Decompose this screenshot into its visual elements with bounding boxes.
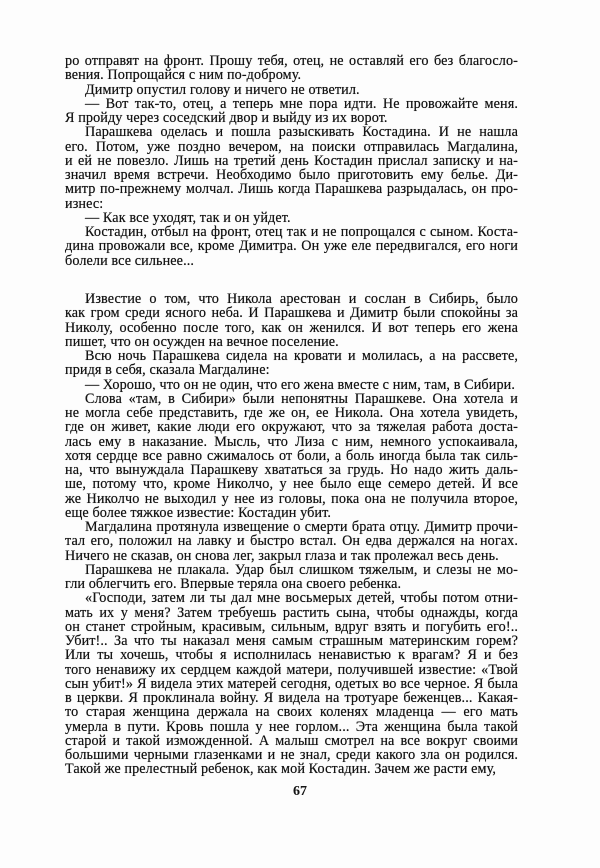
page-number: 67 (293, 784, 307, 799)
text-line: в церкви. Я проклинала войну. Я видела на тротуаре беженцев... Какая- (65, 690, 518, 706)
text-line: изнес: (65, 195, 104, 212)
text-line: дина провожали все, кроме Димитра. Он уже еле передвигался, его ноги (65, 238, 518, 255)
text-line: же Николчо не выходил у нее из головы, пока она не получила второе, (65, 490, 518, 507)
text-section-2 (65, 292, 518, 777)
text-line: придя в себя, сказала Магдалине: (65, 362, 270, 379)
text-line: — Хорошо, что он не один, что его жена вместе с ним, там, в Сибири. (85, 376, 515, 393)
text-line: сын убит!» Я видела этих матерей сегодня, одетых во все черное. Я была (65, 675, 518, 692)
text-line: как гром среди ясного неба. И Парашкева и Димитр были спокойны за (65, 305, 518, 322)
text-line: то старая женщина держала на своих коленях младенца — его мать (65, 704, 518, 721)
text-line: митр по-прежнему молчал. Лишь когда Парашкева разрыдалась, он про- (65, 181, 518, 198)
text-line: лась ему в наказание. Мысль, что Лиза с ним, немного успокаивала, (65, 433, 518, 450)
text-line: Убит!.. За что ты наказал меня самым страшным материнским горем? (65, 633, 518, 649)
text-line: он станет стройным, красивым, сильным, вдруг взять и погубить его!.. (65, 618, 518, 635)
text-line: старой и такой изможденной. А малыш смотрел на все вокруг своими (65, 732, 518, 749)
text-line: Известие о том, что Никола арестован и сослан в Сибирь, было (85, 291, 518, 307)
text-line: Парашкева оделась и пошла разыскивать Костадина. И не нашла (85, 124, 518, 141)
text-line: Николу, особенно после того, как он женился. И вот теперь его жена (65, 319, 518, 336)
text-line: Я пройду через соседский двор и выйду из их ворот. (65, 110, 388, 126)
text-line: мать их у меня? Затем требуешь растить сына, чтобы однажды, когда (65, 604, 518, 621)
text-line: того ненавижу их сердцем каждой матери, получившей известие: «Твой (65, 661, 518, 678)
text-line: умерла в пути. Кровь пошла у нее горлом... Эта женщина была такой (65, 718, 518, 735)
text-line: ше, потому что, кроме Николчо, у нее было еще семеро детей. И все (65, 476, 518, 493)
text-line: Ничего не сказав, он снова лег, закрыл глаза и так пролежал весь день. (65, 547, 499, 564)
text-section-1 (65, 54, 518, 268)
text-line: где он живет, какие люди его окружают, что за тяжелая работа доста- (65, 419, 518, 436)
text-line: Парашкева не плакала. Удар был слишком тяжелым, и слезы не мо- (85, 561, 518, 578)
text-line: болели все сильнее... (65, 252, 195, 269)
text-line: не могла себе представить, где же он, ее Никола. Она хотела увидеть, (65, 405, 518, 421)
text-line: тал его, положил на лавку и быстро встал. Он едва держался на ногах. (65, 533, 518, 550)
text-line: Димитр опустил голову и ничего не ответил. (85, 81, 360, 98)
text-line: «Господи, затем ли ты дал мне восьмерых детей, чтобы потом отни- (85, 590, 518, 607)
text-line: его. Потом, уже поздно вечером, на поиски отправилась Магдалина, (65, 138, 518, 155)
text-line: на, что вынуждала Парашкеву хвататься за грудь. Но надо жить даль- (65, 462, 518, 478)
text-line: еще более тяжкое известие: Костадин убит. (65, 504, 331, 521)
text-line: ро отправят на фронт. Прошу тебя, отец, не оставляй его без благосло- (65, 53, 518, 69)
text-line: — Вот так-то, отец, а теперь мне пора идти. Не провожайте меня. (85, 95, 518, 112)
text-line: пишет, что он осужден на вечное поселение. (65, 333, 339, 350)
text-line: Магдалина протянула извещение о смерти брата отцу. Димитр прочи- (85, 519, 518, 535)
text-line: значил время встречи. Необходимо было приготовить ему белье. Ди- (65, 167, 518, 183)
text-line: Или ты хочешь, чтобы я исполнилась ненавистью к врагам? Я и без (65, 647, 518, 664)
text-line: Всю ночь Парашкева сидела на кровати и молилась, а на рассвете, (85, 348, 518, 364)
text-line: Костадин, отбыл на фронт, отец так и не попрощался с сыном. Коста- (85, 224, 518, 240)
text-line: — Как все уходят, так и он уйдет. (85, 209, 291, 226)
text-line: гли облегчить его. Впервые теряла она своего ребенка. (65, 576, 402, 592)
text-line: хотя сердце все равно сжималось от боли, а боль иногда была так силь- (65, 447, 518, 464)
text-line: вения. Попрощайся с ним по-доброму. (65, 67, 302, 84)
text-line: Такой же прелестный ребенок, как мой Костадин. Зачем же расти ему, (65, 761, 497, 778)
text-line: большими черными глазенками и не знал, среди какого зла он родился. (65, 747, 518, 763)
text-line: и ей не повезло. Лишь на третий день Костадин прислал записку и на- (65, 152, 518, 169)
text-line: Слова «там, в Сибири» были непонятны Парашкеве. Она хотела и (85, 390, 518, 407)
